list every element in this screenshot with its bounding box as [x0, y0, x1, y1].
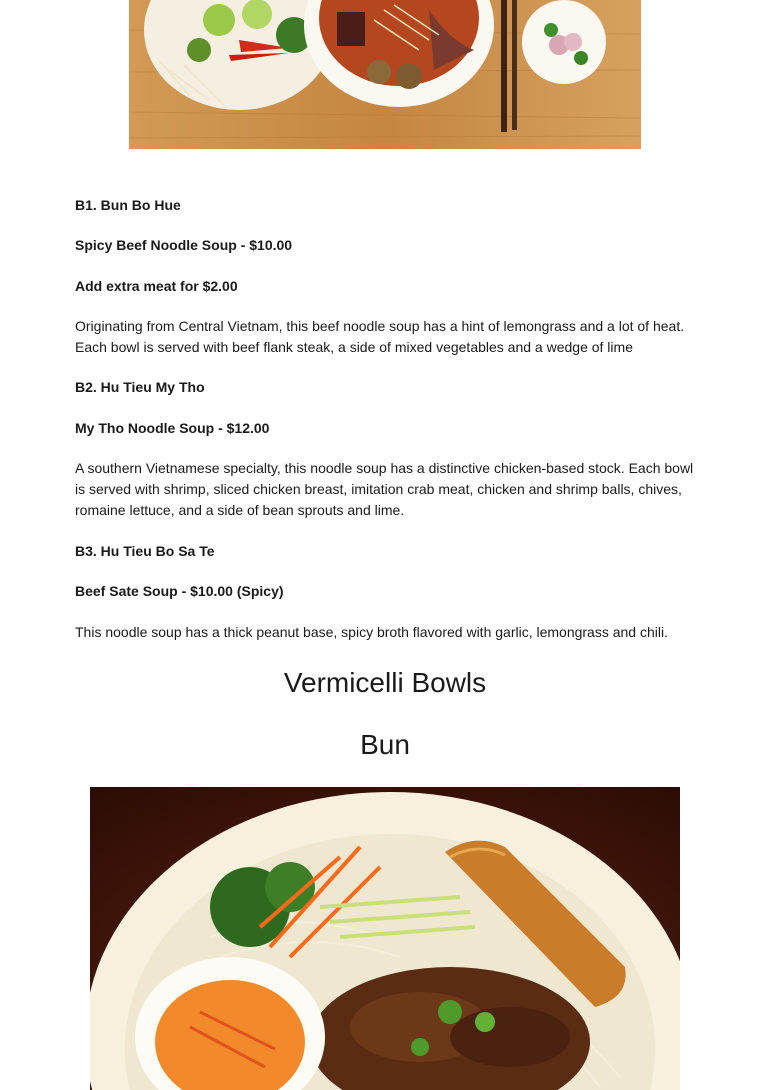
soup-photo	[129, 0, 641, 149]
section-subtitle: Bun	[360, 729, 410, 760]
section-title: Vermicelli Bowls	[283, 667, 487, 698]
item-b3-description: This noodle soup has a thick peanut base, spicy broth flavored with garlic, lemongrass and chili.	[75, 624, 668, 640]
item-b1-subtitle-price: Spicy Beef Noodle Soup - $10.00	[75, 237, 293, 253]
item-b2-description: A southern Vietnamese specialty, this noodle soup has a distinctive chicken-based stock. Each bowl is served with shrimp, sliced chicken breast, imitation crab meat, chicken and shrimp balls, chives, romaine lettuce, and a side of bean sprouts and lime.	[75, 460, 694, 518]
item-b2-name: B2. Hu Tieu My Tho	[75, 379, 205, 395]
item-b2-subtitle-price: My Tho Noodle Soup - $12.00	[75, 420, 270, 436]
item-b1-extra: Add extra meat for $2.00	[75, 278, 238, 294]
item-b3-name: B3. Hu Tieu Bo Sa Te	[75, 543, 215, 559]
item-b1-name: B1. Bun Bo Hue	[75, 197, 181, 213]
item-b3-subtitle-price: Beef Sate Soup - $10.00 (Spicy)	[75, 583, 284, 599]
bun-photo	[90, 787, 680, 1090]
item-b1-description: Originating from Central Vietnam, this beef noodle soup has a hint of lemongrass and a lot of heat. Each bowl is served with beef flank steak, a side of mixed vegetables and a wedge of lime	[75, 318, 685, 355]
